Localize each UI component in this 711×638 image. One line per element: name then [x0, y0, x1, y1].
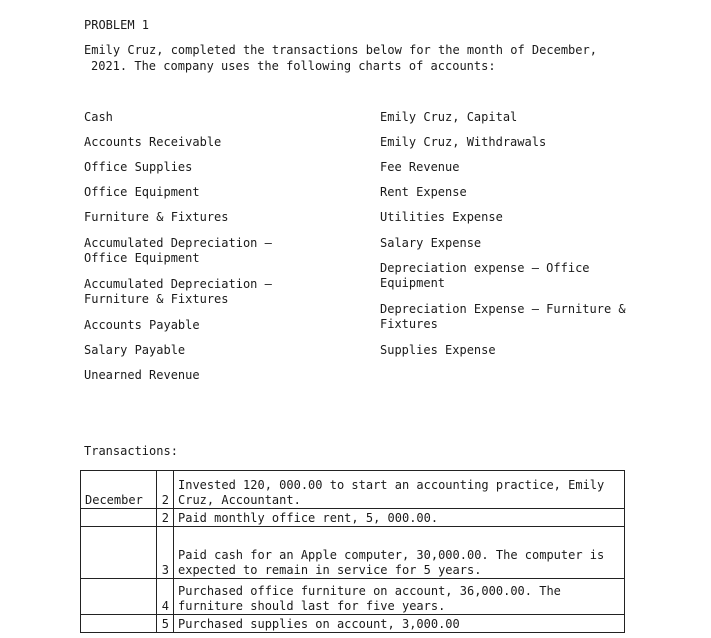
account-office-equipment: Office Equipment — [84, 185, 200, 199]
account-office-supplies: Office Supplies — [84, 160, 193, 174]
description-cell: Paid monthly office rent, 5, 000.00. — [174, 509, 625, 527]
month-cell — [81, 527, 157, 579]
day-cell: 2 — [157, 471, 174, 509]
account-accum-dep-furniture-fixtures: Accumulated Depreciation – Furniture & Fixtures — [84, 277, 272, 306]
account-utilities-expense: Utilities Expense — [380, 210, 503, 224]
table-row — [81, 471, 625, 509]
table-row — [81, 615, 625, 633]
account-supplies-expense: Supplies Expense — [380, 343, 496, 357]
account-accounts-receivable: Accounts Receivable — [84, 135, 222, 149]
table-row — [81, 579, 625, 615]
intro-line-1: Emily Cruz, completed the transactions below for the month of December, — [84, 43, 597, 57]
account-salary-expense: Salary Expense — [380, 236, 482, 250]
account-capital: Emily Cruz, Capital — [380, 110, 518, 124]
account-withdrawals: Emily Cruz, Withdrawals — [380, 135, 547, 149]
account-fee-revenue: Fee Revenue — [380, 160, 460, 174]
account-furniture-fixtures: Furniture & Fixtures — [84, 210, 229, 224]
month-cell — [81, 615, 157, 633]
intro-line-2: 2021. The company uses the following charts of accounts: — [91, 59, 496, 73]
account-rent-expense: Rent Expense — [380, 185, 467, 199]
account-accounts-payable: Accounts Payable — [84, 318, 200, 332]
day-cell: 3 — [157, 527, 174, 579]
day-cell: 5 — [157, 615, 174, 633]
description-cell: Purchased supplies on account, 3,000.00 — [174, 615, 625, 633]
transactions-table — [80, 470, 625, 633]
account-dep-expense-office-equipment: Depreciation expense – Office Equipment — [380, 261, 590, 290]
month-cell: December — [81, 471, 157, 509]
table-row — [81, 527, 625, 579]
account-cash: Cash — [84, 110, 113, 124]
account-accum-dep-office-equipment: Accumulated Depreciation – Office Equipment — [84, 236, 272, 265]
transactions-label: Transactions: — [84, 444, 178, 458]
account-unearned-revenue: Unearned Revenue — [84, 368, 200, 382]
description-cell: Paid cash for an Apple computer, 30,000.00. The computer is expected to remain in service for 5 years. — [174, 527, 625, 579]
day-cell: 4 — [157, 579, 174, 615]
description-cell: Invested 120, 000.00 to start an accounting practice, Emily Cruz, Accountant. — [174, 471, 625, 509]
table-row — [81, 509, 625, 527]
description-cell: Purchased office furniture on account, 36,000.00. The furniture should last for five years. — [174, 579, 625, 615]
month-cell — [81, 509, 157, 527]
account-dep-expense-furniture-fixtures: Depreciation Expense – Furniture & Fixtures — [380, 302, 626, 331]
account-salary-payable: Salary Payable — [84, 343, 186, 357]
day-cell: 2 — [157, 509, 174, 527]
month-cell — [81, 579, 157, 615]
problem-title: PROBLEM 1 — [84, 18, 150, 32]
